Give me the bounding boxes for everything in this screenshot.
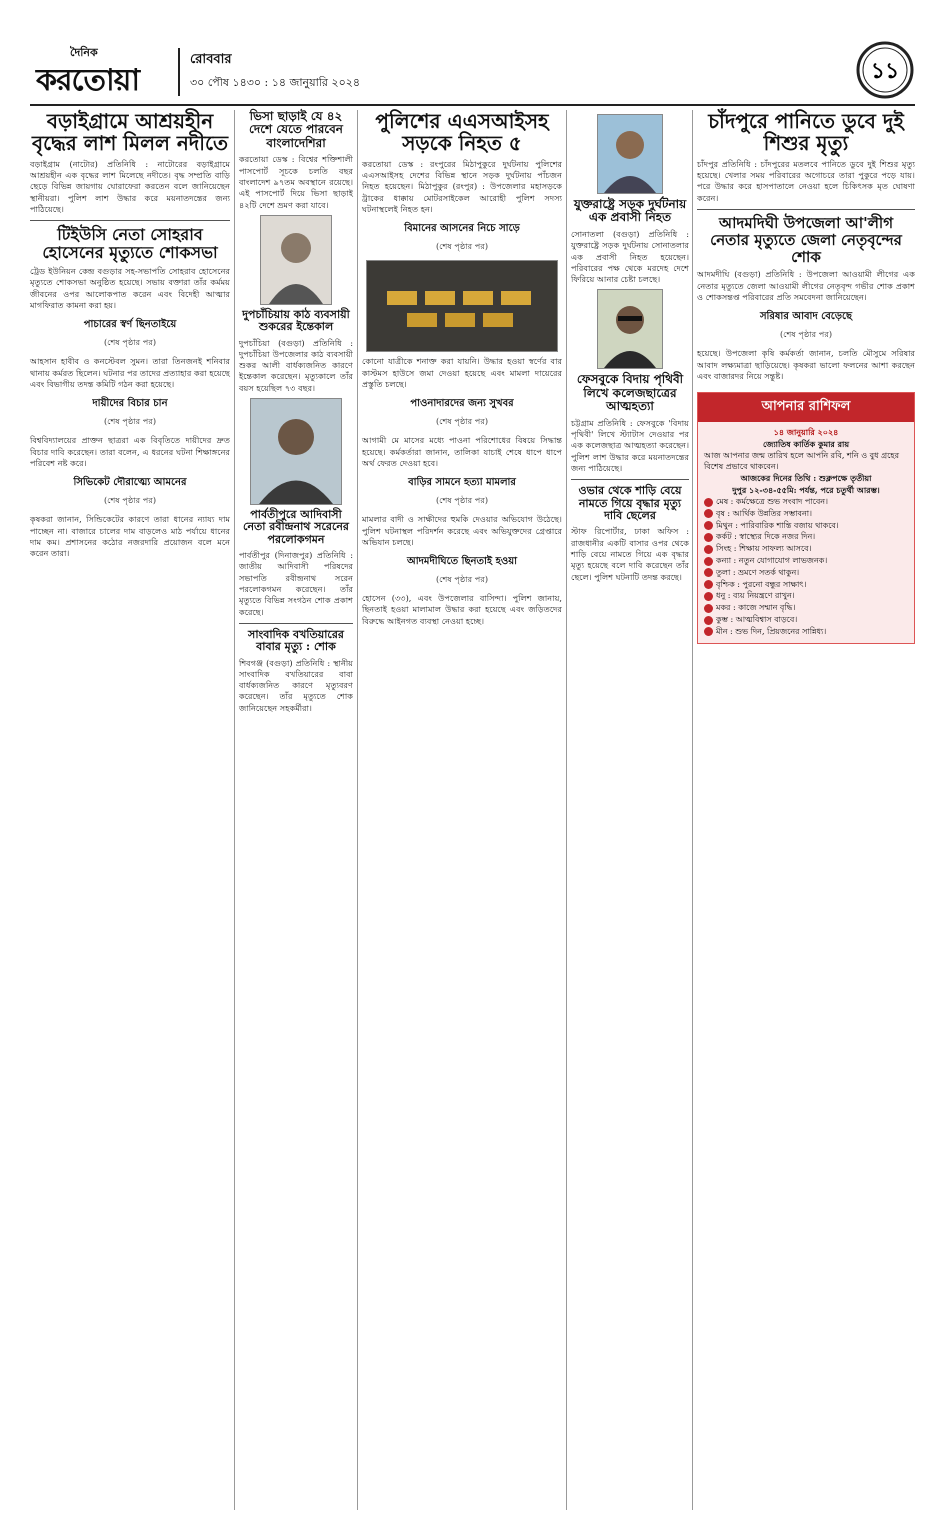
gold-bars-icon bbox=[367, 261, 557, 351]
person-icon bbox=[598, 290, 662, 368]
article-text: বিশ্ববিদ্যালয়ের প্রাক্তন ছাত্ররা এক বিবৃতিতে দায়ীদের দ্রুত বিচার দাবি করেছেন। তারা বলেন, এ ধরনের ঘটনা শিক্ষাঙ্গনের পরিবেশ নষ্ট করে। bbox=[30, 435, 230, 468]
article-text: আদমদীঘি (বগুড়া) প্রতিনিধি : উপজেলা আওয়ামী লীগের এক নেতার মৃত্যুতে জেলা আওয়ামী লীগের নেতৃবৃন্দ গভীর শোক প্রকাশ ও শোকসন্তপ্ত পরিবারের প্রতি সমবেদনা জানিয়েছেন। bbox=[697, 269, 915, 303]
article-text: চট্টগ্রাম প্রতিনিধি : ফেসবুকে 'বিদায় পৃথিবী' লিখে স্ট্যাটাস দেওয়ার পর এক কলেজছাত্র আত্মহত্যা করেছেন। পুলিশ লাশ উদ্ধার করে ময়নাতদন্তের জন্য পাঠিয়েছে। bbox=[571, 417, 689, 473]
gold-bars-photo bbox=[366, 260, 558, 352]
subheadline-plane-seat[interactable]: বিমানের আসনের নিচে সাড়ে bbox=[404, 223, 520, 235]
masthead-divider bbox=[178, 48, 180, 96]
horoscope-astrologer: জ্যোতিষ কার্তিক কুমার রায় bbox=[762, 439, 850, 450]
zodiac-icon bbox=[704, 627, 713, 636]
horoscope-sign-text: বৃষ : আর্থিক উন্নতির সম্ভাবনা। bbox=[716, 508, 812, 518]
horoscope-date: ১৪ জানুয়ারি ২০২৪ bbox=[773, 427, 839, 438]
horoscope-sign-text: কন্যা : নতুন যোগাযোগ লাভজনক। bbox=[716, 556, 828, 566]
headline-wood-trader[interactable]: দুপচাঁচিয়ায় কাঠ ব্যবসায়ী শুকরের ইন্তেকাল bbox=[242, 307, 350, 334]
article-text: কৃষকরা জানান, সিন্ডিকেটের কারণে তারা ধানের ন্যায্য দাম পাচ্ছেন না। বাজারে চালের দাম বাড়লেও মাঠ পর্যায়ে ধানের দাম কম। প্রশাসনের কঠোর নজরদারি প্রয়োজন বলে মনে করেন তারা। bbox=[30, 514, 230, 559]
article-text: আহসান হাবীব ও কনস্টেবল সুমন। তারা তিনজনই শনিবার থানায় কর্মরত ছিলেন। ঘটনার পর তাদের প্রত্যাহার করা হয়েছে এবং বিভাগীয় তদন্ত কমিটি গঠন করা হয়েছে। bbox=[30, 356, 230, 390]
horoscope-sign-text: সিংহ : শিক্ষায় সাফল্য আসবে। bbox=[716, 544, 812, 554]
horoscope-sign-text: মেষ : কর্মক্ষেত্রে শুভ সংবাদ পাবেন। bbox=[716, 497, 828, 507]
subheadline-syndicate[interactable]: সিভিকেট দৌরাত্ম্যে আমনের bbox=[73, 477, 187, 489]
headline-journalist-father[interactable]: সাংবাদিক বখতিয়ারের বাবার মৃত্যু : শোক bbox=[248, 627, 344, 654]
column-3 bbox=[362, 110, 562, 631]
horoscope-sign-text: কর্কট : স্বাস্থ্যের দিকে নজর দিন। bbox=[716, 532, 816, 542]
article-text: শিবগঞ্জ (বগুড়া) প্রতিনিধি : স্থানীয় সাংবাদিক বখতিয়ারের বাবা বার্ধক্যজনিত কারণে মৃত্যুবরণ করেছেন। তাঁর মৃত্যুতে শোক জানিয়েছেন সহকর্মীরা। bbox=[239, 657, 353, 713]
article-text: মামলার বাদী ও সাক্ষীদের হুমকি দেওয়ার অভিযোগ উঠেছে। পুলিশ ঘটনাস্থল পরিদর্শন করেছে এবং অভিযুক্তদের গ্রেপ্তারে অভিযান চলছে। bbox=[362, 514, 562, 547]
divider bbox=[571, 479, 689, 480]
page-number-badge bbox=[855, 40, 915, 100]
headline-chandpur-drowning[interactable]: চাঁদপুরে পানিতে ডুবে দুই শিশুর মৃত্যু bbox=[708, 109, 904, 156]
headline-elderly-death[interactable]: ওভার থেকে শাড়ি বেয়ে নামতে গিয়ে বৃদ্ধার মৃত্যু দাবি ছেলের bbox=[578, 484, 682, 522]
page-number: ১১ bbox=[870, 59, 900, 84]
headline-visa-free[interactable]: ভিসা ছাড়াই যে ৪২ দেশে যেতে পারবেন বাংলাদেশিরা bbox=[249, 109, 343, 150]
portrait-photo bbox=[260, 215, 332, 305]
article-text: ট্রেড ইউনিয়ন কেন্দ্র বগুড়ার সহ-সভাপতি সোহরাব হোসেনের মৃত্যুতে শোকসভা অনুষ্ঠিত হয়েছে। সভায় বক্তারা তাঁর কর্মময় জীবনের ওপর আলোকপাত করেন এবং বিদেহী আত্মার মাগফিরাত কামনা করা হয়। bbox=[30, 266, 230, 311]
article-text: পার্বতীপুর (দিনাজপুর) প্রতিনিধি : জাতীয় আদিবাসী পরিষদের সভাপতি রবীন্দ্রনাথ সরেন পরলোকগমন করেছেন। তাঁর মৃত্যুতে বিভিন্ন সংগঠন শোক প্রকাশ করেছে। bbox=[239, 550, 353, 617]
article-text: স্টাফ রিপোর্টার, ঢাকা অফিস : রাজধানীর একটি বাসার ওপর থেকে শাড়ি বেয়ে নামতে গিয়ে এক বৃদ্ধার মৃত্যু হয়েছে বলে দাবি করেছেন তাঁর ছেলে। পুলিশ ঘটনাটি তদন্ত করছে। bbox=[571, 526, 689, 582]
horoscope-sign bbox=[704, 591, 908, 602]
column-2 bbox=[239, 110, 353, 718]
article-text: হোসেন (৩৩), এবং উপজেলার বাসিন্দা। পুলিশ জানায়, ছিনতাই হওয়া মালামাল উদ্ধার করা হয়েছে এবং জড়িতদের বিরুদ্ধে আইনগত ব্যবস্থা নেওয়া হচ্ছে। bbox=[362, 593, 562, 626]
portrait-photo bbox=[250, 398, 342, 505]
article-text: হয়েছে। উপজেলা কৃষি কর্মকর্তা জানান, চলতি মৌসুমে সরিষার আবাদ লক্ষ্যমাত্রা ছাড়িয়েছে। কৃষকরা ভালো ফলনের আশা করছেন এবং বাজারদর নিয়ে সন্তুষ্ট। bbox=[697, 348, 915, 381]
horoscope-sign-text: মকর : কাজে সম্মান বৃদ্ধি। bbox=[716, 603, 796, 613]
subheadline-gold-smuggling[interactable]: পাচারের স্বর্ণ ছিনতাইয়ে bbox=[83, 319, 177, 331]
continued-label: (শেষ পৃষ্ঠার পর) bbox=[435, 416, 489, 427]
column-5 bbox=[697, 110, 915, 644]
horoscope-sign-text: তুলা : ভ্রমণে সতর্ক থাকুন। bbox=[716, 567, 800, 577]
zodiac-icon bbox=[704, 568, 713, 577]
logo-main-text: করতোয়া bbox=[36, 63, 140, 98]
headline-police-asi[interactable]: পুলিশের এএসআইসহ সড়কে নিহত ৫ bbox=[375, 109, 549, 156]
horoscope-body bbox=[698, 422, 914, 642]
continued-label: (শেষ পৃষ্ঠার পর) bbox=[435, 241, 489, 252]
headline-student-suicide[interactable]: ফেসবুকে বিদায় পৃথিবী লিখে কলেজছাত্রের আত্মহত্যা bbox=[576, 372, 684, 414]
horoscope-sign bbox=[704, 603, 908, 614]
horoscope-sign bbox=[704, 556, 908, 567]
date-label: ৩০ পৌষ ১৪৩০ : ১৪ জানুয়ারি ২০২৪ bbox=[190, 76, 361, 89]
horoscope-sign bbox=[704, 568, 908, 579]
horoscope-sign bbox=[704, 497, 908, 508]
zodiac-icon bbox=[704, 521, 713, 530]
portrait-photo bbox=[597, 289, 663, 369]
continued-label: (শেষ পৃষ্ঠার পর) bbox=[779, 329, 833, 340]
page-number-circle-icon bbox=[855, 40, 915, 100]
zodiac-icon bbox=[704, 509, 713, 518]
horoscope-sign-text: মীন : শুভ দিন, প্রিয়জনের সান্নিধ্য। bbox=[716, 626, 827, 636]
horoscope-sign-text: ধনু : ব্যয় নিয়ন্ত্রণে রাখুন। bbox=[716, 591, 795, 601]
horoscope-sign bbox=[704, 580, 908, 591]
zodiac-icon bbox=[704, 533, 713, 542]
newspaper-logo[interactable] bbox=[30, 42, 178, 100]
horoscope-tithi: আজকের দিনের তিথি : শুক্লপক্ষে তৃতীয়া bbox=[740, 473, 872, 484]
headline-tuc-leader[interactable]: টিইউসি নেতা সোহরাব হোসেনের মৃত্যুতে শোকসভা bbox=[42, 225, 218, 263]
horoscope-sign bbox=[704, 532, 908, 543]
article-text: করতোয়া ডেস্ক : বিশ্বের শক্তিশালী পাসপোর্ট সূচকে চলতি বছর বাংলাদেশ ৯৭তম অবস্থানে রয়েছে। এই পাসপোর্ট দিয়ে ভিসা ছাড়াই ৪২টি দেশে ভ্রমণ করা যাবে। bbox=[239, 154, 353, 210]
article-text: দুপচাঁচিয়া (বগুড়া) প্রতিনিধি : দুপচাঁচিয়া উপজেলার কাঠ ব্যবসায়ী শুকর আলী বার্ধক্যজনিত কারণে ইন্তেকাল করেছেন। মৃত্যুকালে তাঁর বয়স হয়েছিল ৭৩ বছর। bbox=[239, 337, 353, 393]
divider bbox=[30, 220, 230, 221]
zodiac-icon bbox=[704, 604, 713, 613]
horoscope-title[interactable]: আপনার রাশিফল bbox=[698, 393, 914, 422]
divider bbox=[239, 623, 353, 624]
continued-label: (শেষ পৃষ্ঠার পর) bbox=[103, 495, 157, 506]
horoscope-intro: আজ আপনার জন্ম তারিখ হলে আপনি রবি, শনি ও বুধ গ্রহের বিশেষ প্রভাবে থাকবেন। bbox=[704, 450, 899, 471]
article-text: কোনো যাত্রীকে শনাক্ত করা যায়নি। উদ্ধার হওয়া স্বর্ণের বার কাস্টমস হাউসে জমা দেওয়া হয়েছে এবং মামলা দায়েরের প্রস্তুতি চলছে। bbox=[362, 356, 562, 389]
subheadline-murder-case[interactable]: বাড়ির সামনে হত্যা মামলার bbox=[408, 477, 516, 489]
horoscope-box bbox=[697, 392, 915, 643]
headline-expatriate[interactable]: যুক্তরাষ্ট্রে সড়ক দুর্ঘটনায় এক প্রবাসী নিহত bbox=[573, 197, 687, 225]
masthead bbox=[30, 40, 915, 106]
continued-label: (শেষ পৃষ্ঠার পর) bbox=[435, 495, 489, 506]
column-divider bbox=[566, 110, 567, 1510]
article-text: করতোয়া ডেস্ক : রংপুরের মিঠাপুকুরে দুর্ঘটনায় পুলিশের এএসআইসহ দেশের বিভিন্ন স্থানে সড়ক দুর্ঘটনায় পাঁচজন নিহত হয়েছেন। মিঠাপুকুর (রংপুর) : উপজেলার মহাসড়কে ট্রাকের ধাক্কায় মোটরসাইকেল আরোহী পুলিশ সদস্য ঘটনাস্থলেই নিহত হন। bbox=[362, 158, 562, 215]
subheadline-snatching[interactable]: আদমদীঘিতে ছিনতাই হওয়া bbox=[406, 556, 517, 568]
horoscope-sign bbox=[704, 615, 908, 626]
subheadline-creditors[interactable]: পাওনাদারদের জন্য সুখবর bbox=[410, 398, 514, 410]
zodiac-icon bbox=[704, 545, 713, 554]
column-divider bbox=[692, 110, 693, 1510]
person-icon bbox=[598, 115, 662, 193]
headline-adamdighi-leader[interactable]: আদমদিঘী উপজেলা আ'লীগ নেতার মৃত্যুতে জেলা নেতৃবৃন্দের শোক bbox=[710, 214, 902, 266]
headline-boraigram[interactable]: বড়াইগ্রামে আশ্রয়হীন বৃদ্ধের লাশ মিলল নদীতে bbox=[31, 109, 229, 156]
article-text: চাঁদপুর প্রতিনিধি : চাঁদপুরের মতলবে পানিতে ডুবে দুই শিশুর মৃত্যু হয়েছে। খেলার সময় পরিবারের অগোচরে তারা পুকুরে পড়ে যায়। পরে উদ্ধার করে হাসপাতালে নেওয়া হলে চিকিৎসক মৃত ঘোষণা করেন। bbox=[697, 158, 915, 203]
continued-label: (শেষ পৃষ্ঠার পর) bbox=[103, 337, 157, 348]
subheadline-mustard[interactable]: সরিষার আবাদ বেড়েছে bbox=[759, 311, 853, 323]
horoscope-time: দুপুর ১২-৩৪-৫৫মি: পর্যন্ত, পরে চতুর্থী আরম্ভ। bbox=[732, 485, 880, 496]
zodiac-icon bbox=[704, 557, 713, 566]
subheadline-justice[interactable]: দায়ীদের বিচার চান bbox=[92, 398, 168, 410]
column-1 bbox=[30, 110, 230, 564]
horoscope-sign-list bbox=[704, 497, 908, 638]
column-divider bbox=[357, 110, 358, 1510]
zodiac-icon bbox=[704, 580, 713, 589]
logo-small-text: দৈনিক bbox=[70, 46, 98, 59]
continued-label: (শেষ পৃষ্ঠার পর) bbox=[103, 416, 157, 427]
article-text: সোনাতলা (বগুড়া) প্রতিনিধি : যুক্তরাষ্ট্রে সড়ক দুর্ঘটনায় সোনাতলার এক প্রবাসী নিহত হয়েছেন। পরিবারের পক্ষ থেকে মরদেহ দেশে ফিরিয়ে আনার চেষ্টা চলছে। bbox=[571, 228, 689, 285]
zodiac-icon bbox=[704, 498, 713, 507]
person-icon bbox=[261, 216, 331, 304]
column-divider bbox=[234, 110, 235, 1510]
article-text: বড়াইগ্রাম (নাটোর) প্রতিনিধি : নাটোরের বড়াইগ্রামে আশ্রয়হীন এক বৃদ্ধের লাশ মিলেছে নদীতে। বৃদ্ধ সম্প্রতি বাড়ি ছেড়ে বিভিন্ন জায়গায় ঘোরাফেরা করতেন বলে জানিয়েছেন স্থানীয়রা। পুলিশ লাশ উদ্ধার করে ময়নাতদন্তের জন্য পাঠিয়েছে। bbox=[30, 158, 230, 215]
article-text: আগামী মে মাসের মধ্যে পাওনা পরিশোধের বিষয়ে সিদ্ধান্ত হয়েছে। কর্মকর্তারা জানান, তালিকা যাচাই শেষে ধাপে ধাপে অর্থ ফেরত দেওয়া হবে। bbox=[362, 435, 562, 468]
zodiac-icon bbox=[704, 616, 713, 625]
headline-indigenous-leader[interactable]: পার্বতীপুরে আদিবাসী নেতা রবীন্দ্রনাথ সরেনের পরলোকগমন bbox=[242, 508, 349, 546]
horoscope-sign-text: মিথুন : পারিবারিক শান্তি বজায় থাকবে। bbox=[716, 520, 839, 530]
zodiac-icon bbox=[704, 592, 713, 601]
person-icon bbox=[251, 399, 341, 504]
horoscope-sign-text: কুম্ভ : আত্মবিশ্বাস বাড়বে। bbox=[716, 615, 798, 625]
horoscope-sign bbox=[704, 627, 908, 638]
column-4 bbox=[571, 110, 689, 587]
horoscope-sign bbox=[704, 509, 908, 520]
continued-label: (শেষ পৃষ্ঠার পর) bbox=[435, 574, 489, 585]
horoscope-sign bbox=[704, 544, 908, 555]
horoscope-sign-text: বৃশ্চিক : পুরনো বন্ধুর সাক্ষাৎ। bbox=[716, 579, 807, 589]
day-label: রোববার bbox=[190, 52, 232, 67]
divider bbox=[697, 209, 915, 210]
portrait-photo bbox=[597, 114, 663, 194]
horoscope-sign bbox=[704, 521, 908, 532]
